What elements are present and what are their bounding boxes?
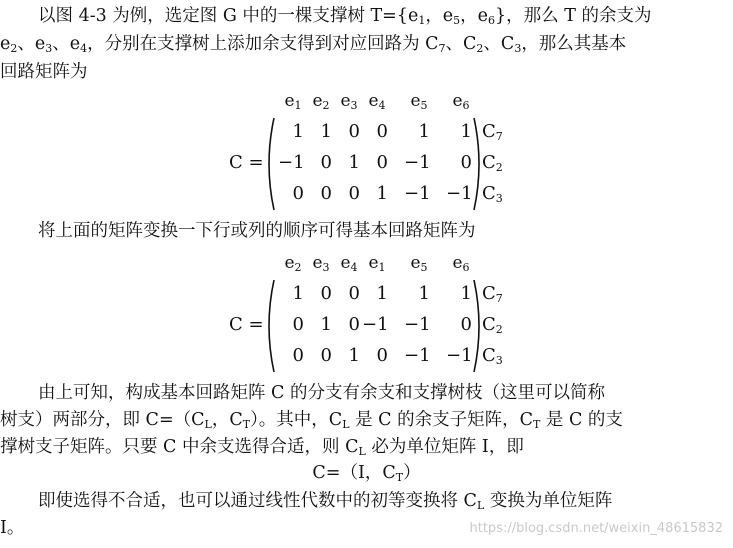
matrix1-column-header: $e_3$	[340, 91, 358, 112]
paragraph1-line2: $e_2$、$e_3$、$e_4$，分别在支撑树上添加余支得到对应回路为 $C_7$、$C_2$、$C_3$，那么其基本	[0, 34, 627, 55]
matrix1-row-label: $C_2$	[482, 152, 503, 174]
matrix2-column-header: $e_3$	[312, 253, 330, 274]
matrix2-cell: 0	[292, 345, 304, 366]
matrix2-cell: 0	[348, 314, 360, 335]
matrix1-cell: −1	[404, 183, 431, 204]
matrix2-row-label: $C_7$	[482, 283, 503, 305]
matrix1-cell: 0	[320, 152, 332, 173]
matrix1-cell: −1	[404, 152, 431, 173]
matrix1-cell: 1	[348, 152, 360, 173]
matrix2	[0, 252, 733, 372]
matrix2-cell: 1	[320, 314, 332, 335]
paragraph3-line1: 由上可知，构成基本回路矩阵 C 的分支有余支和支撑树枝（这里可以简称	[38, 383, 606, 403]
matrix1-cell: 0	[292, 183, 304, 204]
matrix1-cell: 0	[348, 121, 360, 142]
left-parenthesis	[269, 118, 274, 210]
matrix2-row-label: $C_3$	[482, 345, 503, 367]
matrix1-cell: 1	[320, 121, 332, 142]
matrix2-cell: 0	[376, 345, 388, 366]
matrix2-name-label: C =	[229, 314, 264, 335]
matrix2-row-label: $C_2$	[482, 314, 503, 336]
matrix1-cell: 0	[320, 183, 332, 204]
matrix1-cell: 0	[460, 152, 472, 173]
matrix2-brackets	[262, 278, 502, 378]
matrix1-column-header: $e_4$	[368, 91, 386, 112]
matrix2-column-header: $e_6$	[452, 253, 470, 274]
matrix1-name-label: C =	[229, 152, 264, 173]
paragraph4-line2: I。	[0, 518, 25, 538]
matrix2-cell: 0	[292, 314, 304, 335]
matrix2-cell: 0	[320, 283, 332, 304]
matrix2-cell: 1	[292, 283, 304, 304]
matrix1-cell: 0	[348, 183, 360, 204]
matrix2-column-header: $e_1$	[368, 253, 386, 274]
matrix1-column-header: $e_6$	[452, 91, 470, 112]
matrix1-cell: 1	[376, 183, 388, 204]
matrix1-column-header: $e_5$	[410, 91, 428, 112]
matrix1-cell: 1	[418, 121, 430, 142]
matrix2-cell: 1	[418, 283, 430, 304]
left-parenthesis	[269, 280, 274, 372]
matrix2-column-header: $e_2$	[284, 253, 302, 274]
matrix2-cell: 1	[376, 283, 388, 304]
matrix2-cell: −1	[446, 345, 473, 366]
matrix1-cell: 0	[376, 121, 388, 142]
matrix2-cell: 0	[320, 345, 332, 366]
right-parenthesis	[474, 280, 479, 372]
matrix2-cell: 0	[348, 283, 360, 304]
matrix2-column-header: $e_4$	[340, 253, 358, 274]
matrix1-row-label: $C_3$	[482, 183, 503, 205]
matrix2-cell: −1	[404, 345, 431, 366]
matrix1-brackets	[262, 116, 502, 216]
matrix2-cell: −1	[362, 314, 389, 335]
matrix1-column-header: $e_1$	[284, 91, 302, 112]
right-parenthesis	[474, 118, 479, 210]
matrix1	[0, 90, 733, 210]
formula-c-equals-i-ct: C=（I，$C_T$）	[312, 463, 421, 484]
watermark-url: https://blog.csdn.net/weixin_48615832	[469, 521, 723, 536]
matrix2-cell: 1	[460, 283, 472, 304]
matrix2-column-header: $e_5$	[410, 253, 428, 274]
matrix1-cell: 1	[292, 121, 304, 142]
paragraph1-line1: 以图 4-3 为例，选定图 G 中的一棵支撑树 $T=\{e_1$，$e_5$，$e_6$}，那么 T 的余支为	[38, 6, 652, 27]
paragraph3-line2: 树支）两部分，即 $C=(C_L$，$C_T$）。其中，$C_L$ 是 C 的余支子矩阵，$C_T$ 是 C 的支	[0, 410, 623, 431]
matrix1-cell: −1	[278, 152, 305, 173]
paragraph4-line1: 即使选得不合适，也可以通过线性代数中的初等变换将 $C_L$ 变换为单位矩阵	[38, 491, 613, 512]
matrix1-cell: 0	[376, 152, 388, 173]
matrix1-cell: −1	[446, 183, 473, 204]
matrix1-column-header: $e_2$	[312, 91, 330, 112]
paragraph2: 将上面的矩阵变换一下行或列的顺序可得基本回路矩阵为	[38, 221, 476, 241]
matrix2-cell: −1	[404, 314, 431, 335]
matrix1-cell: 1	[460, 121, 472, 142]
matrix2-cell: 1	[348, 345, 360, 366]
paragraph1-line3: 回路矩阵为	[0, 62, 88, 82]
matrix1-row-label: $C_7$	[482, 121, 503, 143]
matrix2-cell: 0	[460, 314, 472, 335]
paragraph3-line3: 撑树支子矩阵。只要 C 中余支选得合适，则 $C_L$ 必为单位矩阵 I，即	[0, 437, 524, 458]
